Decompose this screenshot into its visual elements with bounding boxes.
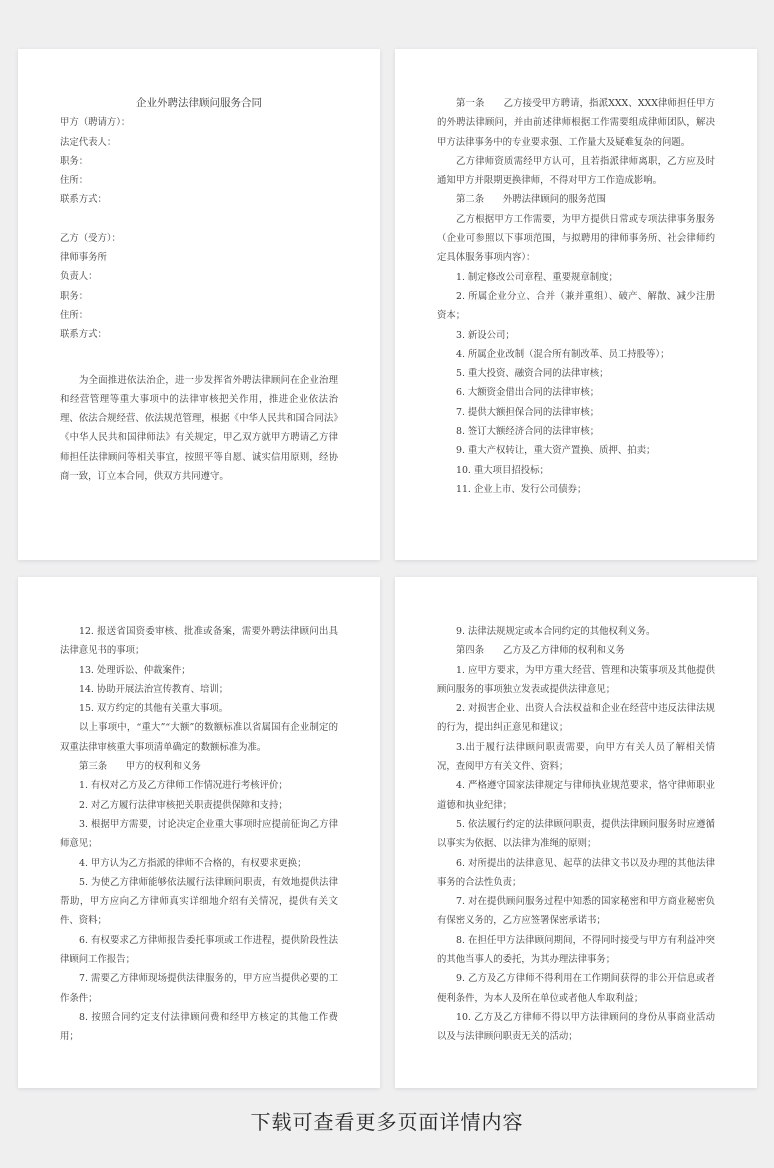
party-b-principal: 负责人： xyxy=(60,271,98,283)
party-b-label: 乙方（受方）： xyxy=(60,232,121,244)
party-b-duty-item: 2. 对损害企业、出资人合法权益和企业在经营中违反法律法规的行为，提出纠正意见和建议； xyxy=(437,703,715,734)
document-page-4 xyxy=(395,577,757,1088)
party-b-duty-item: 4. 严格遵守国家法律规定与律师执业规范要求，恪守律师职业道德和执业纪律； xyxy=(437,780,715,811)
party-b-duty-item: 9. 乙方及乙方律师不得利用在工作期间获得的非公开信息或者便利条件，为本人及所在单位或者他人牟取利益； xyxy=(437,973,715,1004)
party-b-duty-item: 3.出于履行法律顾问职责需要，向甲方有关人员了解相关情况，查阅甲方有关文件、资料； xyxy=(437,741,715,773)
service-item: 2. 所属企业分立、合并（兼并重组）、破产、解散、减少注册资本； xyxy=(437,290,715,322)
party-a-right-item: 4. 甲方认为乙方指派的律师不合格的，有权要求更换； xyxy=(79,857,307,869)
preamble-paragraph: 为全面推进依法治企，进一步发挥省外聘法律顾问在企业治理和经营管理等重大事项中的法律审核把关作用，推进企业依法治理、依法合规经营、依法规范管理，根据《中华人民共和国合同法》《中华人民共和国律师法》有关规定，甲乙双方就甲方聘请乙方律师担任法律顾问等相关事宜，按照平等自愿、诚实信用原则，经协商一致，订立本合同，供双方共同遵守。 xyxy=(60,374,338,483)
party-a-right-item: 6. 有权要求乙方律师报告委托事项或工作进程，提供阶段性法律顾问工作报告； xyxy=(60,934,338,966)
service-item: 12. 报送省国资委审核、批准或备案，需要外聘法律顾问出具法律意见书的事项； xyxy=(60,626,338,657)
party-b-duty-item: 6. 对所提出的法律意见、起草的法律文书以及办理的其他法律事务的合法性负责； xyxy=(437,857,715,888)
party-b-duty-item: 10. 乙方及乙方律师不得以甲方法律顾问的身份从事商业活动以及与法律顾问职责无关的活动； xyxy=(437,1011,715,1043)
service-item: 15. 双方约定的其他有关重大事项。 xyxy=(79,703,229,715)
document-page-1 xyxy=(18,49,380,560)
service-item: 4. 所属企业改制（混合所有制改革、员工持股等）； xyxy=(456,348,670,360)
party-a-address: 住所： xyxy=(60,175,89,187)
threshold-note: 以上事项中，“重大”“大额”的数额标准以省属国有企业制定的双重法律审核重大事项清单确定的数额标准为准。 xyxy=(60,722,338,753)
party-b-contact: 联系方式： xyxy=(60,329,107,341)
party-b-address: 住所： xyxy=(60,309,89,321)
article-1-paragraph-1: 第一条 乙方接受甲方聘请，指派XXX、XXX律师担任甲方的外聘法律顾问，并由前述律师根据工作需要组成律师团队，解决甲方法律事务中的专业要求强、工作量大及疑难复杂的问题。 xyxy=(437,98,715,148)
service-item: 3. 新设公司； xyxy=(456,329,515,341)
party-b-duty-item: 5. 依法履行约定的法律顾问职责，提供法律顾问服务时应遵循以事实为依据、以法律为准绳的原则； xyxy=(437,818,715,850)
party-a-right-item: 5. 为使乙方律师能够依法履行法律顾问职责，有效地提供法律帮助，甲方应向乙方律师真实详细地介绍有关情况，提供有关文件、资料； xyxy=(60,876,338,927)
service-item: 1. 制定修改公司章程、重要规章制度； xyxy=(456,271,618,283)
party-a-right-item: 2. 对乙方履行法律审核把关职责提供保障和支持； xyxy=(79,799,288,811)
party-a-right-item: 1. 有权对乙方及乙方律师工作情况进行考核评价； xyxy=(79,780,288,792)
party-b-duty-item: 7. 对在提供顾问服务过程中知悉的国家秘密和甲方商业秘密负有保密义务的，乙方应签署保密承诺书； xyxy=(437,896,715,927)
article-2-intro: 乙方根据甲方工作需要，为甲方提供日常或专项法律事务服务（企业可参照以下事项范围，与拟聘用的律师事务所、社会律师约定具体服务事项内容）： xyxy=(437,213,715,264)
party-b-duty-item: 1. 应甲方要求，为甲方重大经营、管理和决策事项及其他提供顾问服务的事项独立发表或提供法律意见； xyxy=(437,664,715,695)
document-page-2 xyxy=(395,49,757,560)
party-a-contact: 联系方式： xyxy=(60,194,107,206)
service-item: 6. 大额资金借出合同的法律审核； xyxy=(456,387,600,399)
party-a-right-item: 9. 法律法规规定或本合同约定的其他权利义务。 xyxy=(456,626,656,637)
party-a-right-item: 3. 根据甲方需要，讨论决定企业重大事项时应提前征询乙方律师意见； xyxy=(60,818,338,850)
service-item: 8. 签订大额经济合同的法律审核； xyxy=(456,426,600,438)
service-item: 9. 重大产权转让，重大资产置换、质押、拍卖； xyxy=(456,445,656,457)
party-a-right-item: 8. 按照合同约定支付法律顾问费和经甲方核定的其他工作费用； xyxy=(60,1011,338,1043)
contract-title: 企业外聘法律顾问服务合同 xyxy=(136,97,262,109)
party-b-duty-item: 8. 在担任甲方法律顾问期间，不得同时接受与甲方有利益冲突的其他当事人的委托，为其办理法律事务； xyxy=(437,934,715,966)
service-item: 14. 协助开展法治宣传教育、培训； xyxy=(79,683,229,695)
party-b-position: 职务： xyxy=(60,290,89,302)
article-1-paragraph-2: 乙方律师资质需经甲方认可，且若指派律师离职，乙方应及时通知甲方并限期更换律师，不得对甲方工作造成影响。 xyxy=(437,155,715,187)
article-4-heading: 第四条 乙方及乙方律师的权利和义务 xyxy=(456,645,625,657)
party-b-firm: 律师事务所 xyxy=(60,252,107,264)
service-item: 10. 重大项目招投标； xyxy=(456,464,549,476)
service-item: 5. 重大投资、融资合同的法律审核； xyxy=(456,368,609,380)
party-a-label: 甲方（聘请方）： xyxy=(60,117,131,129)
service-item: 13. 处理诉讼、仲裁案件； xyxy=(79,664,191,676)
party-a-position: 职务： xyxy=(60,155,89,167)
service-item: 7. 提供大额担保合同的法律审核； xyxy=(456,406,600,418)
party-a-legal-rep: 法定代表人： xyxy=(60,136,117,148)
service-item: 11. 企业上市、发行公司债券； xyxy=(456,483,587,495)
article-2-heading: 第二条 外聘法律顾问的服务范围 xyxy=(456,194,607,206)
download-more-caption: 下载可查看更多页面详情内容 xyxy=(250,1110,524,1134)
article-3-heading: 第三条 甲方的权利和义务 xyxy=(79,761,201,773)
party-a-right-item: 7. 需要乙方律师现场提供法律服务的，甲方应当提供必要的工作条件； xyxy=(60,973,338,1004)
document-page-3 xyxy=(18,577,380,1088)
